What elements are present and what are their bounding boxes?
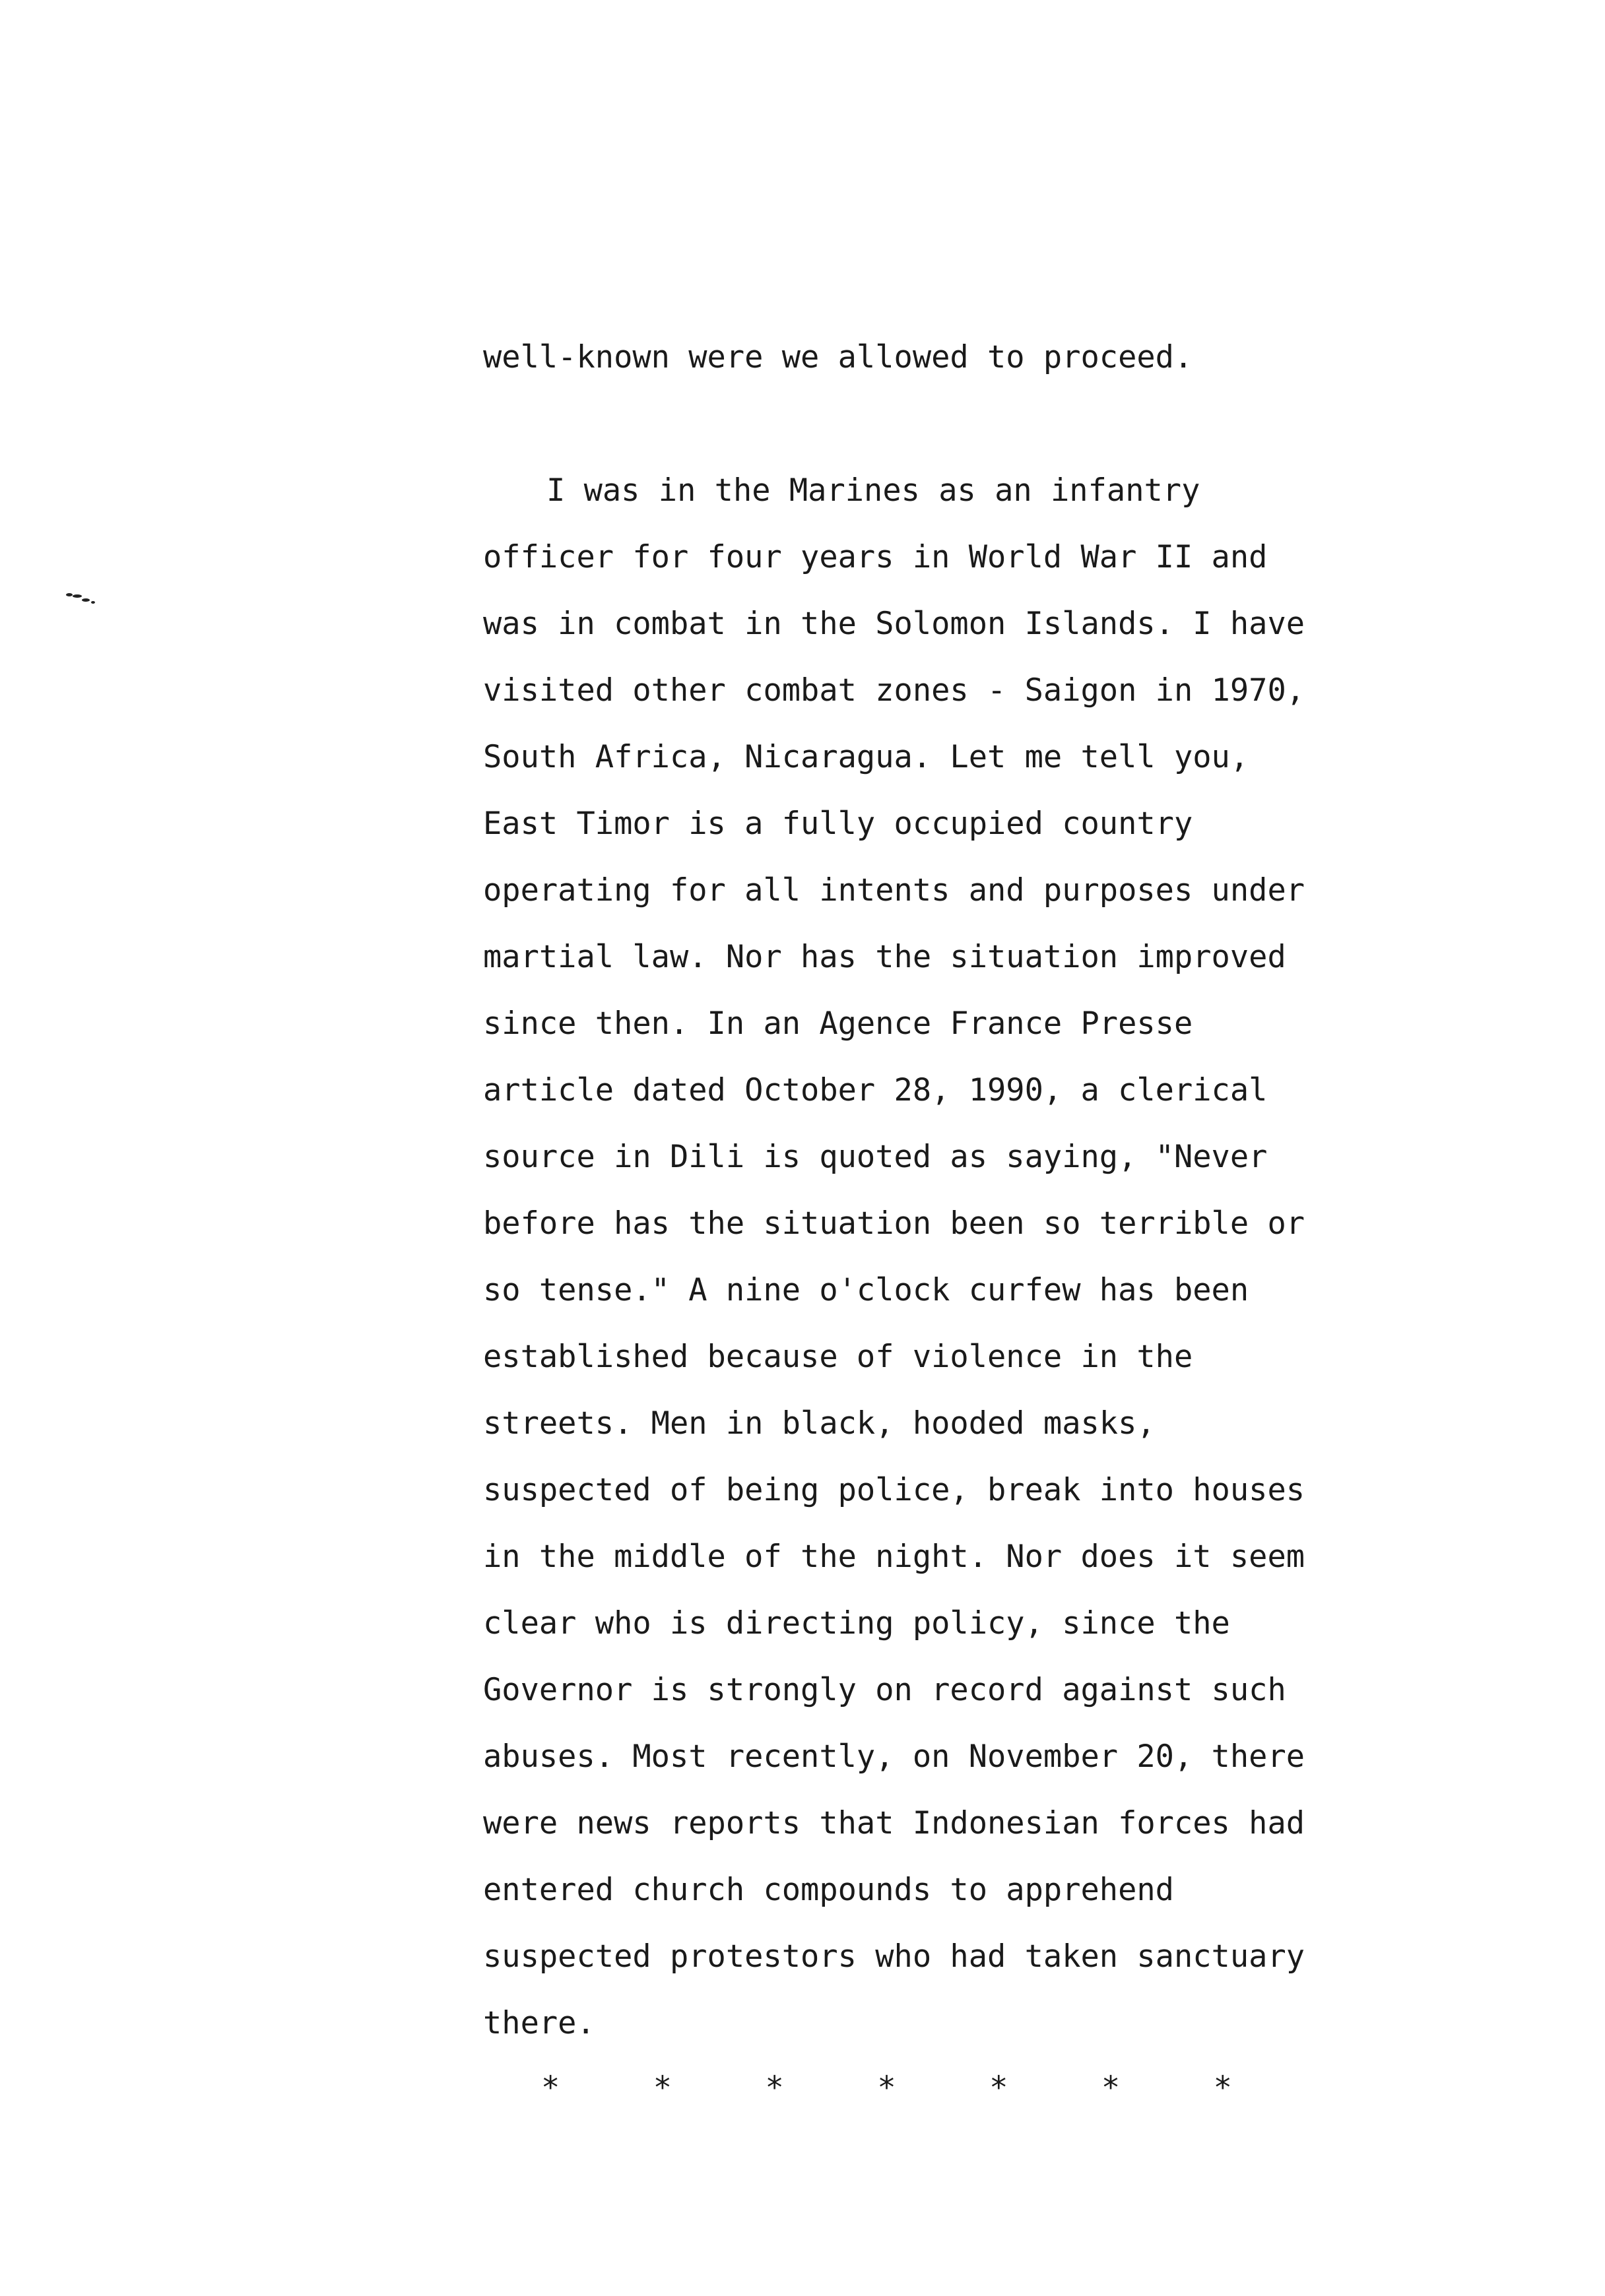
- text-line-7: East Timor is a fully occupied country: [483, 806, 1193, 842]
- section-separator: * * * * * * *: [541, 2070, 1232, 2106]
- text-line-13: before has the situation been so terrible or: [483, 1205, 1305, 1242]
- text-line-1: well-known were we allowed to proceed.: [483, 339, 1193, 375]
- text-line-20: Governor is strongly on record against such: [483, 1672, 1286, 1708]
- text-line-5: visited other combat zones - Saigon in 1970,: [483, 672, 1305, 709]
- text-line-22: were news reports that Indonesian forces had: [483, 1805, 1305, 1841]
- text-line-14: so tense." A nine o'clock curfew has been: [483, 1272, 1249, 1308]
- text-line-24: suspected protestors who had taken sanctuary: [483, 1938, 1305, 1975]
- text-line-3: officer for four years in World War II and: [483, 539, 1268, 575]
- text-line-16: streets. Men in black, hooded masks,: [483, 1405, 1156, 1442]
- text-line-23: entered church compounds to apprehend: [483, 1872, 1174, 1908]
- text-line-25: there.: [483, 2005, 595, 2041]
- text-line-8: operating for all intents and purposes under: [483, 872, 1305, 909]
- text-line-15: established because of violence in the: [483, 1339, 1193, 1375]
- text-line-12: source in Dili is quoted as saying, "Never: [483, 1139, 1268, 1175]
- text-line-6: South Africa, Nicaragua. Let me tell you,: [483, 739, 1249, 775]
- text-line-21: abuses. Most recently, on November 20, there: [483, 1738, 1305, 1775]
- text-line-11: article dated October 28, 1990, a clerical: [483, 1072, 1268, 1108]
- scan-speck-mark: [66, 590, 112, 610]
- text-line-19: clear who is directing policy, since the: [483, 1605, 1230, 1642]
- text-line-17: suspected of being police, break into houses: [483, 1472, 1305, 1508]
- text-line-2: I was in the Marines as an infantry: [546, 472, 1200, 509]
- text-line-9: martial law. Nor has the situation improved: [483, 939, 1286, 975]
- text-line-10: since then. In an Agence France Presse: [483, 1005, 1193, 1042]
- text-line-18: in the middle of the night. Nor does it seem: [483, 1539, 1305, 1575]
- text-line-4: was in combat in the Solomon Islands. I have: [483, 606, 1305, 642]
